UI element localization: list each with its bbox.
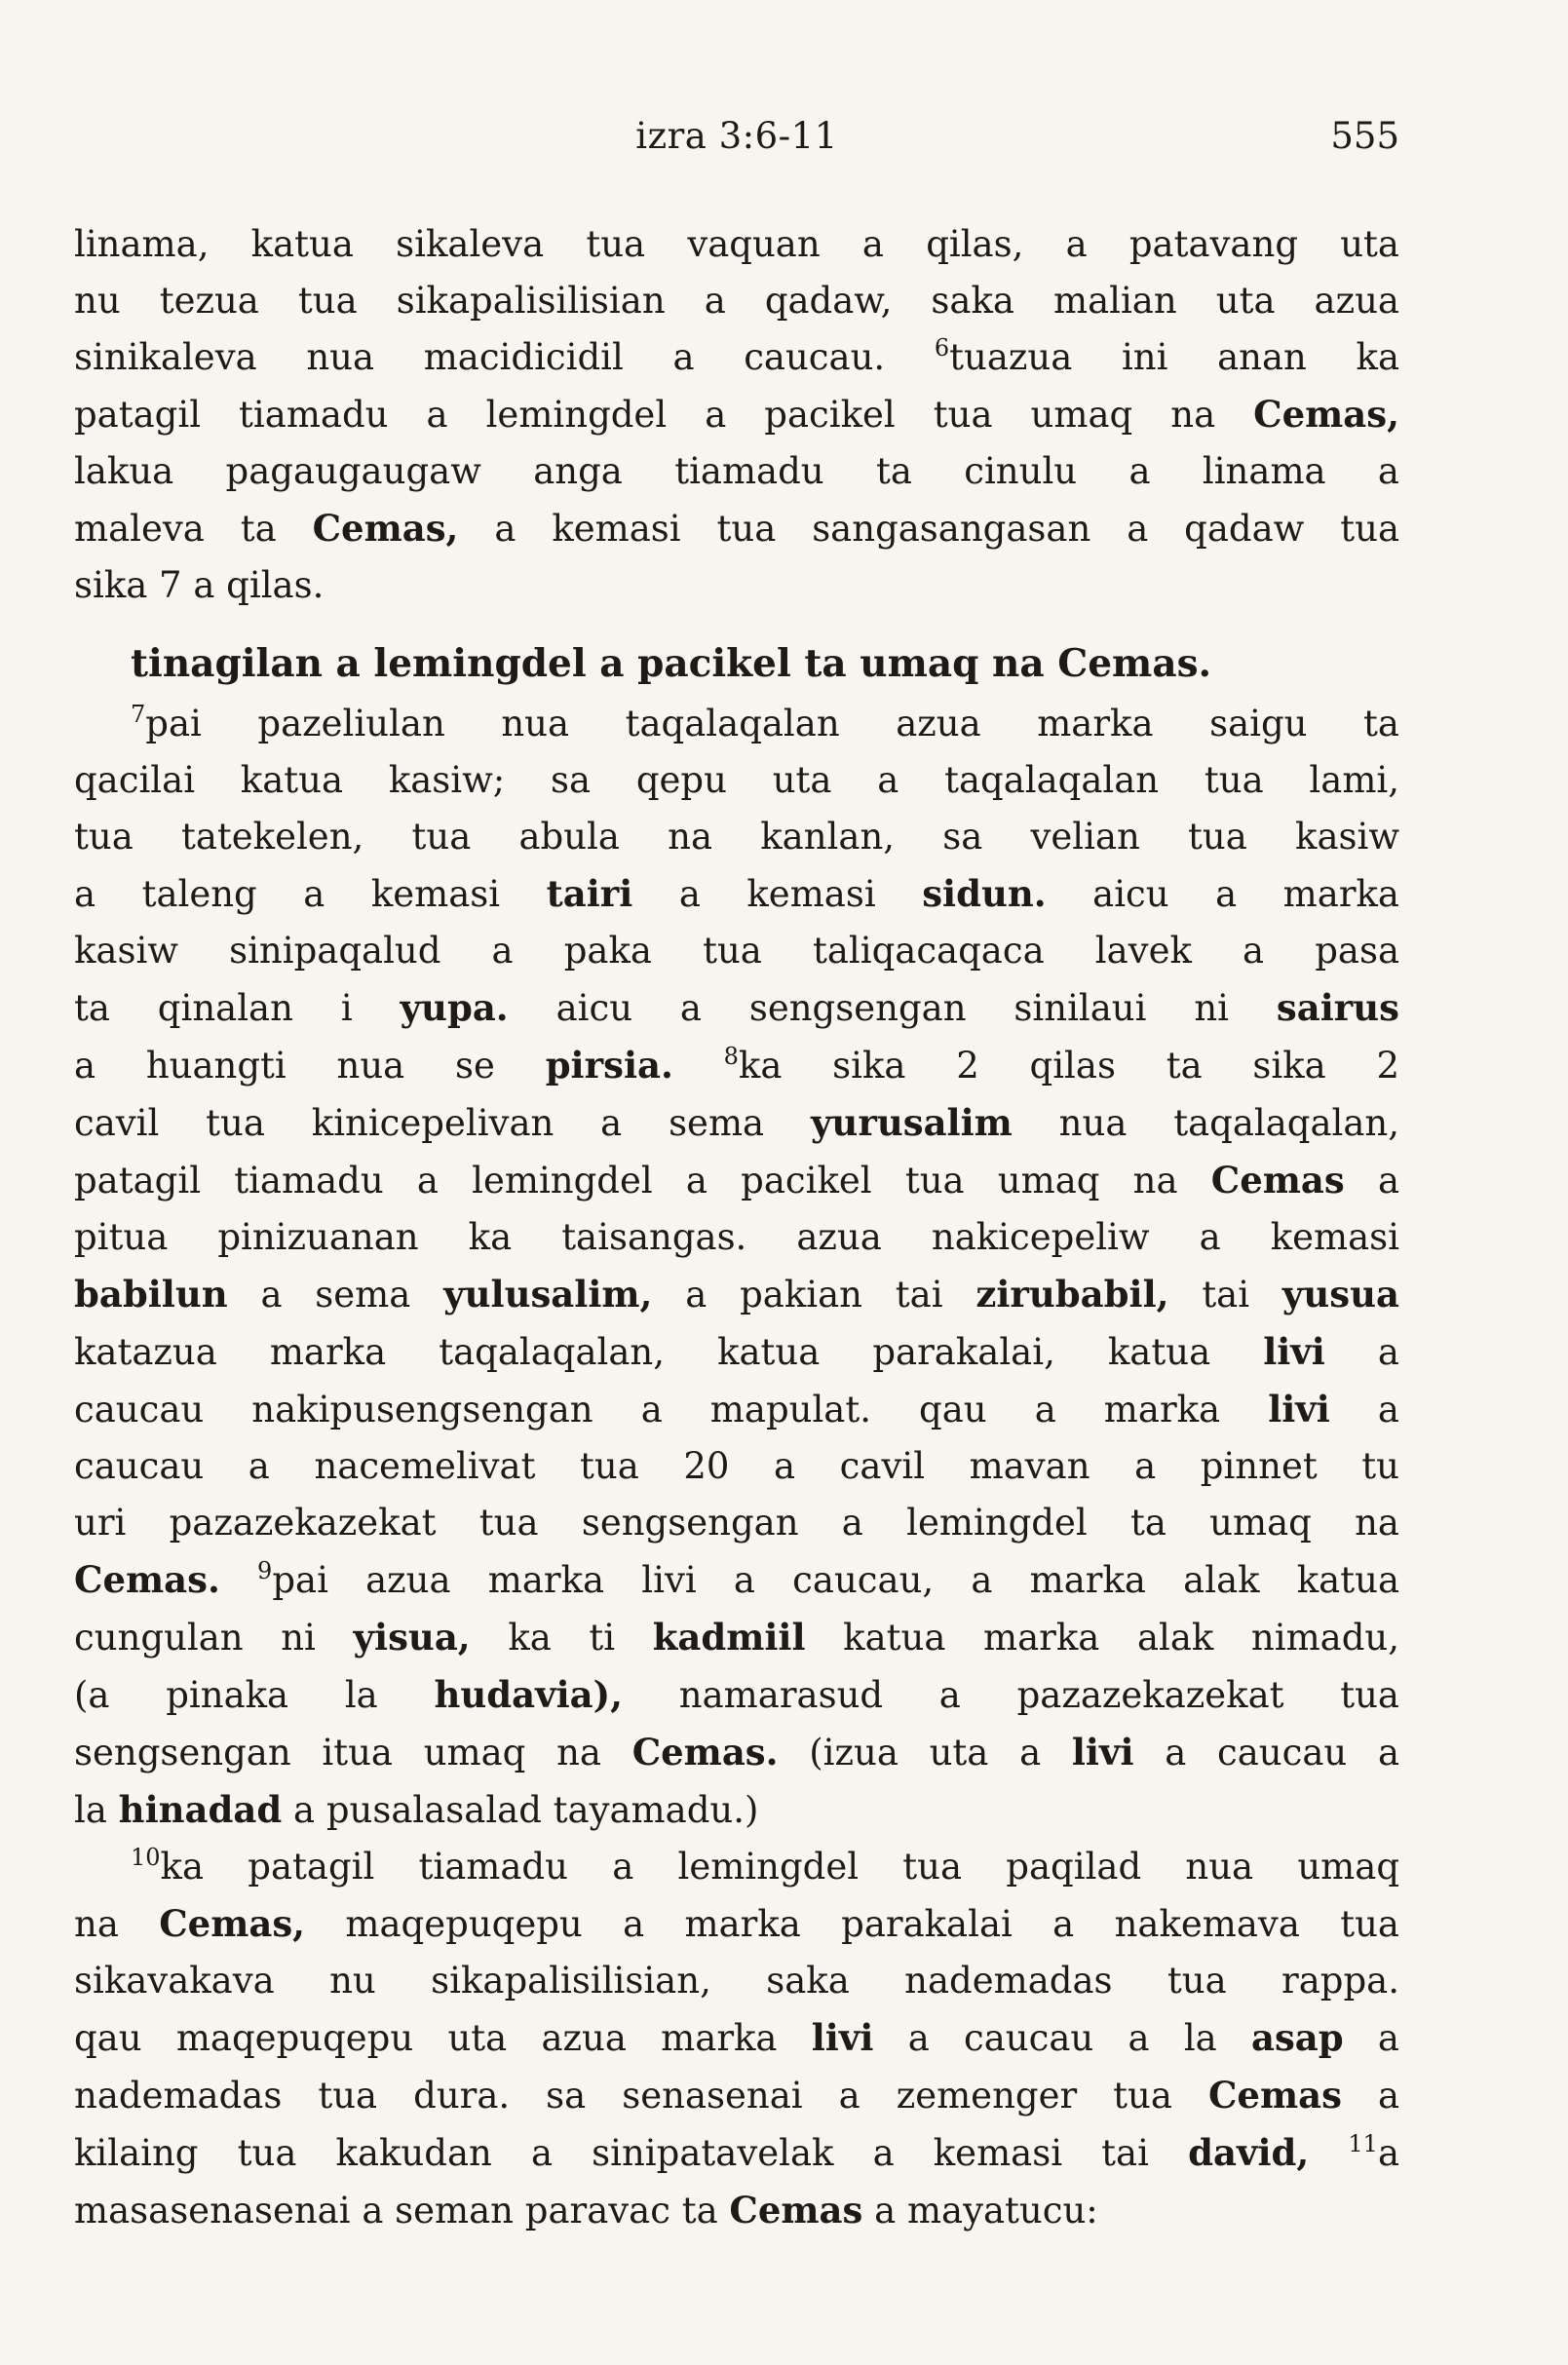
page-header [74, 115, 1399, 173]
text-line: kasiw sinipaqalud a paka tua taliqacaqaca lavek a pasa [74, 930, 1399, 972]
page-body [74, 216, 1399, 2239]
text-line: nademadas tua dura. sa senasenai a zemenger tua Cemas a [74, 2074, 1399, 2117]
text-line: tua tatekelen, tua abula na kanlan, sa velian tua kasiw [74, 816, 1399, 858]
text-line: pitua pinizuanan ka taisangas. azua nakicepeliw a kemasi [74, 1216, 1399, 1258]
text-line: la hinadad a pusalasalad tayamadu.) [74, 1788, 759, 1831]
text-line: uri pazazekazekat tua sengsengan a lemingdel ta umaq na [74, 1502, 1399, 1544]
text-line: kilaing tua kakudan a sinipatavelak a kemasi tai david, $^{11}$a [74, 2130, 1399, 2174]
text-line: sinikaleva nua macidicidil a caucau. $^6$tuazua ini anan ka [74, 334, 1400, 378]
text-line: $^7$pai pazeliulan nua taqalaqalan azua marka saigu ta [131, 701, 1399, 744]
text-line: a taleng a kemasi tairi a kemasi sidun. aicu a marka [74, 872, 1399, 915]
verse-number: 9 [257, 1557, 273, 1584]
text-line: patagil tiamadu a lemingdel a pacikel tua umaq na Cemas, [74, 393, 1399, 436]
text-line: babilun a sema yulusalim, a pakian tai zirubabil, tai yusua [74, 1273, 1399, 1316]
verse-number: 8 [723, 1043, 739, 1070]
text-line: patagil tiamadu a lemingdel a pacikel tua umaq na Cemas a [74, 1159, 1400, 1202]
text-line: na Cemas, maqepuqepu a marka parakalai a nakemava tua [74, 1902, 1399, 1945]
text-line: katazua marka taqalaqalan, katua parakalai, katua livi a [74, 1330, 1399, 1373]
text-line: sika 7 a qilas. [74, 564, 325, 606]
text-line: qau maqepuqepu uta azua marka livi a caucau a la asap a [74, 2016, 1399, 2059]
text-line: lakua pagaugaugaw anga tiamadu ta cinulu a linama a [74, 450, 1399, 492]
text-line: caucau a nacemelivat tua 20 a cavil mavan a pinnet tu [74, 1445, 1399, 1487]
text-line: linama, katua sikaleva tua vaquan a qilas, a patavang uta [74, 223, 1399, 265]
text-line: a huangti nua se pirsia. $^8$ka sika 2 qilas ta sika 2 [74, 1043, 1400, 1087]
verse-number: 11 [1348, 2130, 1378, 2157]
section-heading: tinagilan a lemingdel a pacikel ta umaq na Cemas. [131, 641, 1212, 686]
text-line: sengsengan itua umaq na Cemas. (izua uta a livi a caucau a [74, 1731, 1399, 1774]
verse-number: 6 [934, 334, 950, 362]
text-line: masasenasenai a seman paravac ta Cemas a mayatucu: [74, 2189, 1098, 2231]
text-line: sikavakava nu sikapalisilisian, saka nademadas tua rappa. [74, 1960, 1399, 2002]
text-line: $^{10}$ka patagil tiamadu a lemingdel tua paqilad nua umaq [131, 1844, 1399, 1888]
page-number: 555 [1330, 115, 1399, 157]
text-line: ta qinalan i yupa. aicu a sengsengan sinilaui ni sairus [74, 986, 1399, 1029]
text-line: Cemas. $^9$pai azua marka livi a caucau, a marka alak katua [74, 1557, 1399, 1601]
text-line: (a pinaka la hudavia), namarasud a pazazekazekat tua [74, 1673, 1399, 1716]
running-title: izra 3:6-11 [635, 115, 838, 157]
text-line: nu tezua tua sikapalisilisian a qadaw, saka malian uta azua [74, 280, 1399, 322]
text-line: qacilai katua kasiw; sa qepu uta a taqalaqalan tua lami, [74, 759, 1399, 801]
text-line: caucau nakipusengsengan a mapulat. qau a marka livi a [74, 1388, 1399, 1430]
verse-number: 7 [131, 701, 146, 728]
verse-number: 10 [131, 1844, 161, 1871]
text-line: cavil tua kinicepelivan a sema yurusalim nua taqalaqalan, [74, 1101, 1399, 1144]
text-line: maleva ta Cemas, a kemasi tua sangasangasan a qadaw tua [74, 507, 1400, 550]
text-line: cungulan ni yisua, ka ti kadmiil katua marka alak nimadu, [74, 1616, 1400, 1659]
